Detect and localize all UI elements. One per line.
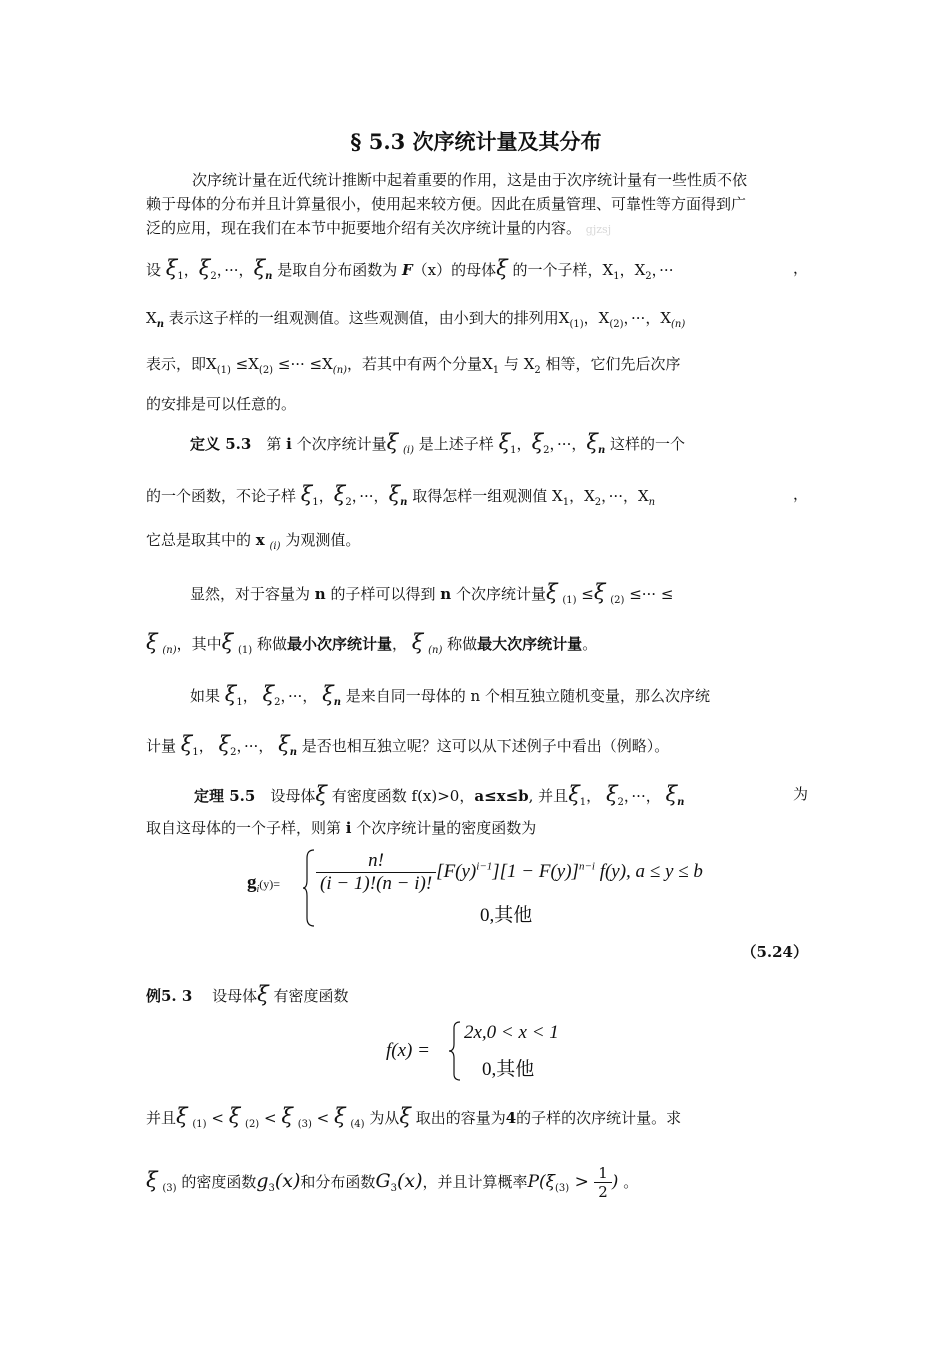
formula2-case-2: 0,其他	[482, 1059, 535, 1080]
watermark: gjzsj	[585, 223, 612, 236]
formula-fraction: $\frac{n!}{(i - 1)!(n - i)!}$	[316, 850, 436, 895]
definition-line-1: 定义 5.3 第 i 个次序统计量ξ $_{(i)}$ 是上述子样 $\xi_1$，$\xi_2$，···，$\xi_n$ 这样的一个	[190, 430, 686, 456]
example-label: 例5. 3	[146, 987, 193, 1005]
min-order-statistic-term: 最小次序统计量	[286, 635, 392, 653]
one-half-fraction: $\frac{1}{2}$	[594, 1164, 612, 1201]
formula-lhs: $g_i(y)=$	[247, 872, 281, 895]
para1-line-3: 表示，即$X_{(1)} \le X_{(2)}$ ≤··· $\le X_{(n)}$，若其中有两个分量$X_1$ 与 $X_2$ 相等，它们先后次序	[146, 355, 681, 376]
para3-line-1: 如果 $\xi_1$， $\xi_2$，···， $\xi_n$ 是来自同一母体的 n 个相互独立随机变量，那么次序统	[190, 682, 710, 708]
para1-line-2: $X_n$ 表示这子样的一组观测值。这些观测值，由小到大的排列用$X_{(1)}$，$X_{(2)}$，···，$X_{(n)}$	[146, 309, 686, 330]
para1-line-4: 的安排是可以任意的。	[146, 395, 297, 413]
formula2-case-1: 2x,0 < x < 1	[464, 1022, 559, 1043]
theorem-label: 定理 5.5	[194, 787, 256, 805]
para2-line-2: ξ $_{(n)}$，其中ξ $_{(1)}$ 称做最小次序统计量， ξ $_{(n)}$ 称做最大次序统计量。	[146, 630, 598, 656]
formula2-lhs: f(x) =	[386, 1040, 430, 1061]
intro-line-3: 泛的应用，现在我们在本节中扼要地介绍有关次序统计量的内容。 gjzsj	[146, 219, 612, 237]
para4-line-2: ξ $_{(3)}$ 的密度函数$g_3(x)$和分布函数$G_3(x)$，并且计算概率$P(\xi_{(3)}$ > $\frac{1}{2}$ ) 。	[146, 1164, 639, 1201]
max-order-statistic-term: 最大次序统计量	[477, 635, 583, 653]
para1-line-1: 设 $\xi_1$，$\xi_2$，···，$\xi_n$ 是取自分布函数为 F（x）的母体ξ 的一个子样，$X_1$，$X_2$，··· ，	[146, 256, 808, 282]
para2-line-1: 显然，对于容量为 n 的子样可以得到 n 个次序统计量ξ $_{(1)}$ ≤ξ $_{(2)}$ ≤··· ≤	[190, 580, 674, 606]
intro-line-2: 赖于母体的分布并且计算量很小，使用起来较方便。因此在质量管理、可靠性等方面得到广	[146, 195, 747, 213]
definition-line-2: 的一个函数，不论子样 $\xi_1$，$\xi_2$，···，$\xi_n$ 取得怎样一组观测值 $X_1$，$X_2$，···，$X_n$ ，	[146, 482, 808, 508]
equation-number: （5.24）	[741, 943, 808, 961]
theorem-line-1: 定理 5.5 设母体ξ 有密度函数 f(x)>0，a≤x≤b, 并且$\xi_1$， $\xi_2$，···， $\xi_n$ 为	[194, 782, 808, 808]
formula-case-1: $\frac{n!}{(i - 1)!(n - i)!}$ $[F(y)^{i-1}][1 - F(y)]^{n-i}$ f(y), a ≤ y ≤ b	[316, 850, 703, 895]
definition-label: 定义 5.3	[190, 435, 252, 453]
intro-line-1: 次序统计量在近代统计推断中起着重要的作用，这是由于次序统计量有一些性质不依	[192, 171, 748, 189]
definition-line-3: 它总是取其中的 x $_{(i)}$ 为观测值。	[146, 531, 361, 552]
formula-brace	[302, 848, 316, 928]
formula-case-2: 0,其他	[480, 905, 533, 926]
example-line-1: 例5. 3 设母体ξ 有密度函数	[146, 982, 349, 1006]
section-title: § 5.3 次序统计量及其分布	[350, 129, 602, 154]
para4-line-1: 并且ξ $_{(1)}$ < ξ $_{(2)}$ < ξ $_{(3)}$ < ξ $_{(4)}$ 为从ξ 取出的容量为4的子样的次序统计量。求	[146, 1104, 682, 1130]
theorem-line-2: 取自这母体的一个子样，则第 i 个次序统计量的密度函数为	[146, 819, 537, 837]
para3-line-2: 计量 $\xi_1$， $\xi_2$，···， $\xi_n$ 是否也相互独立呢？这可以从下述例子中看出（例略）。	[146, 732, 670, 758]
formula2-brace	[448, 1020, 462, 1082]
